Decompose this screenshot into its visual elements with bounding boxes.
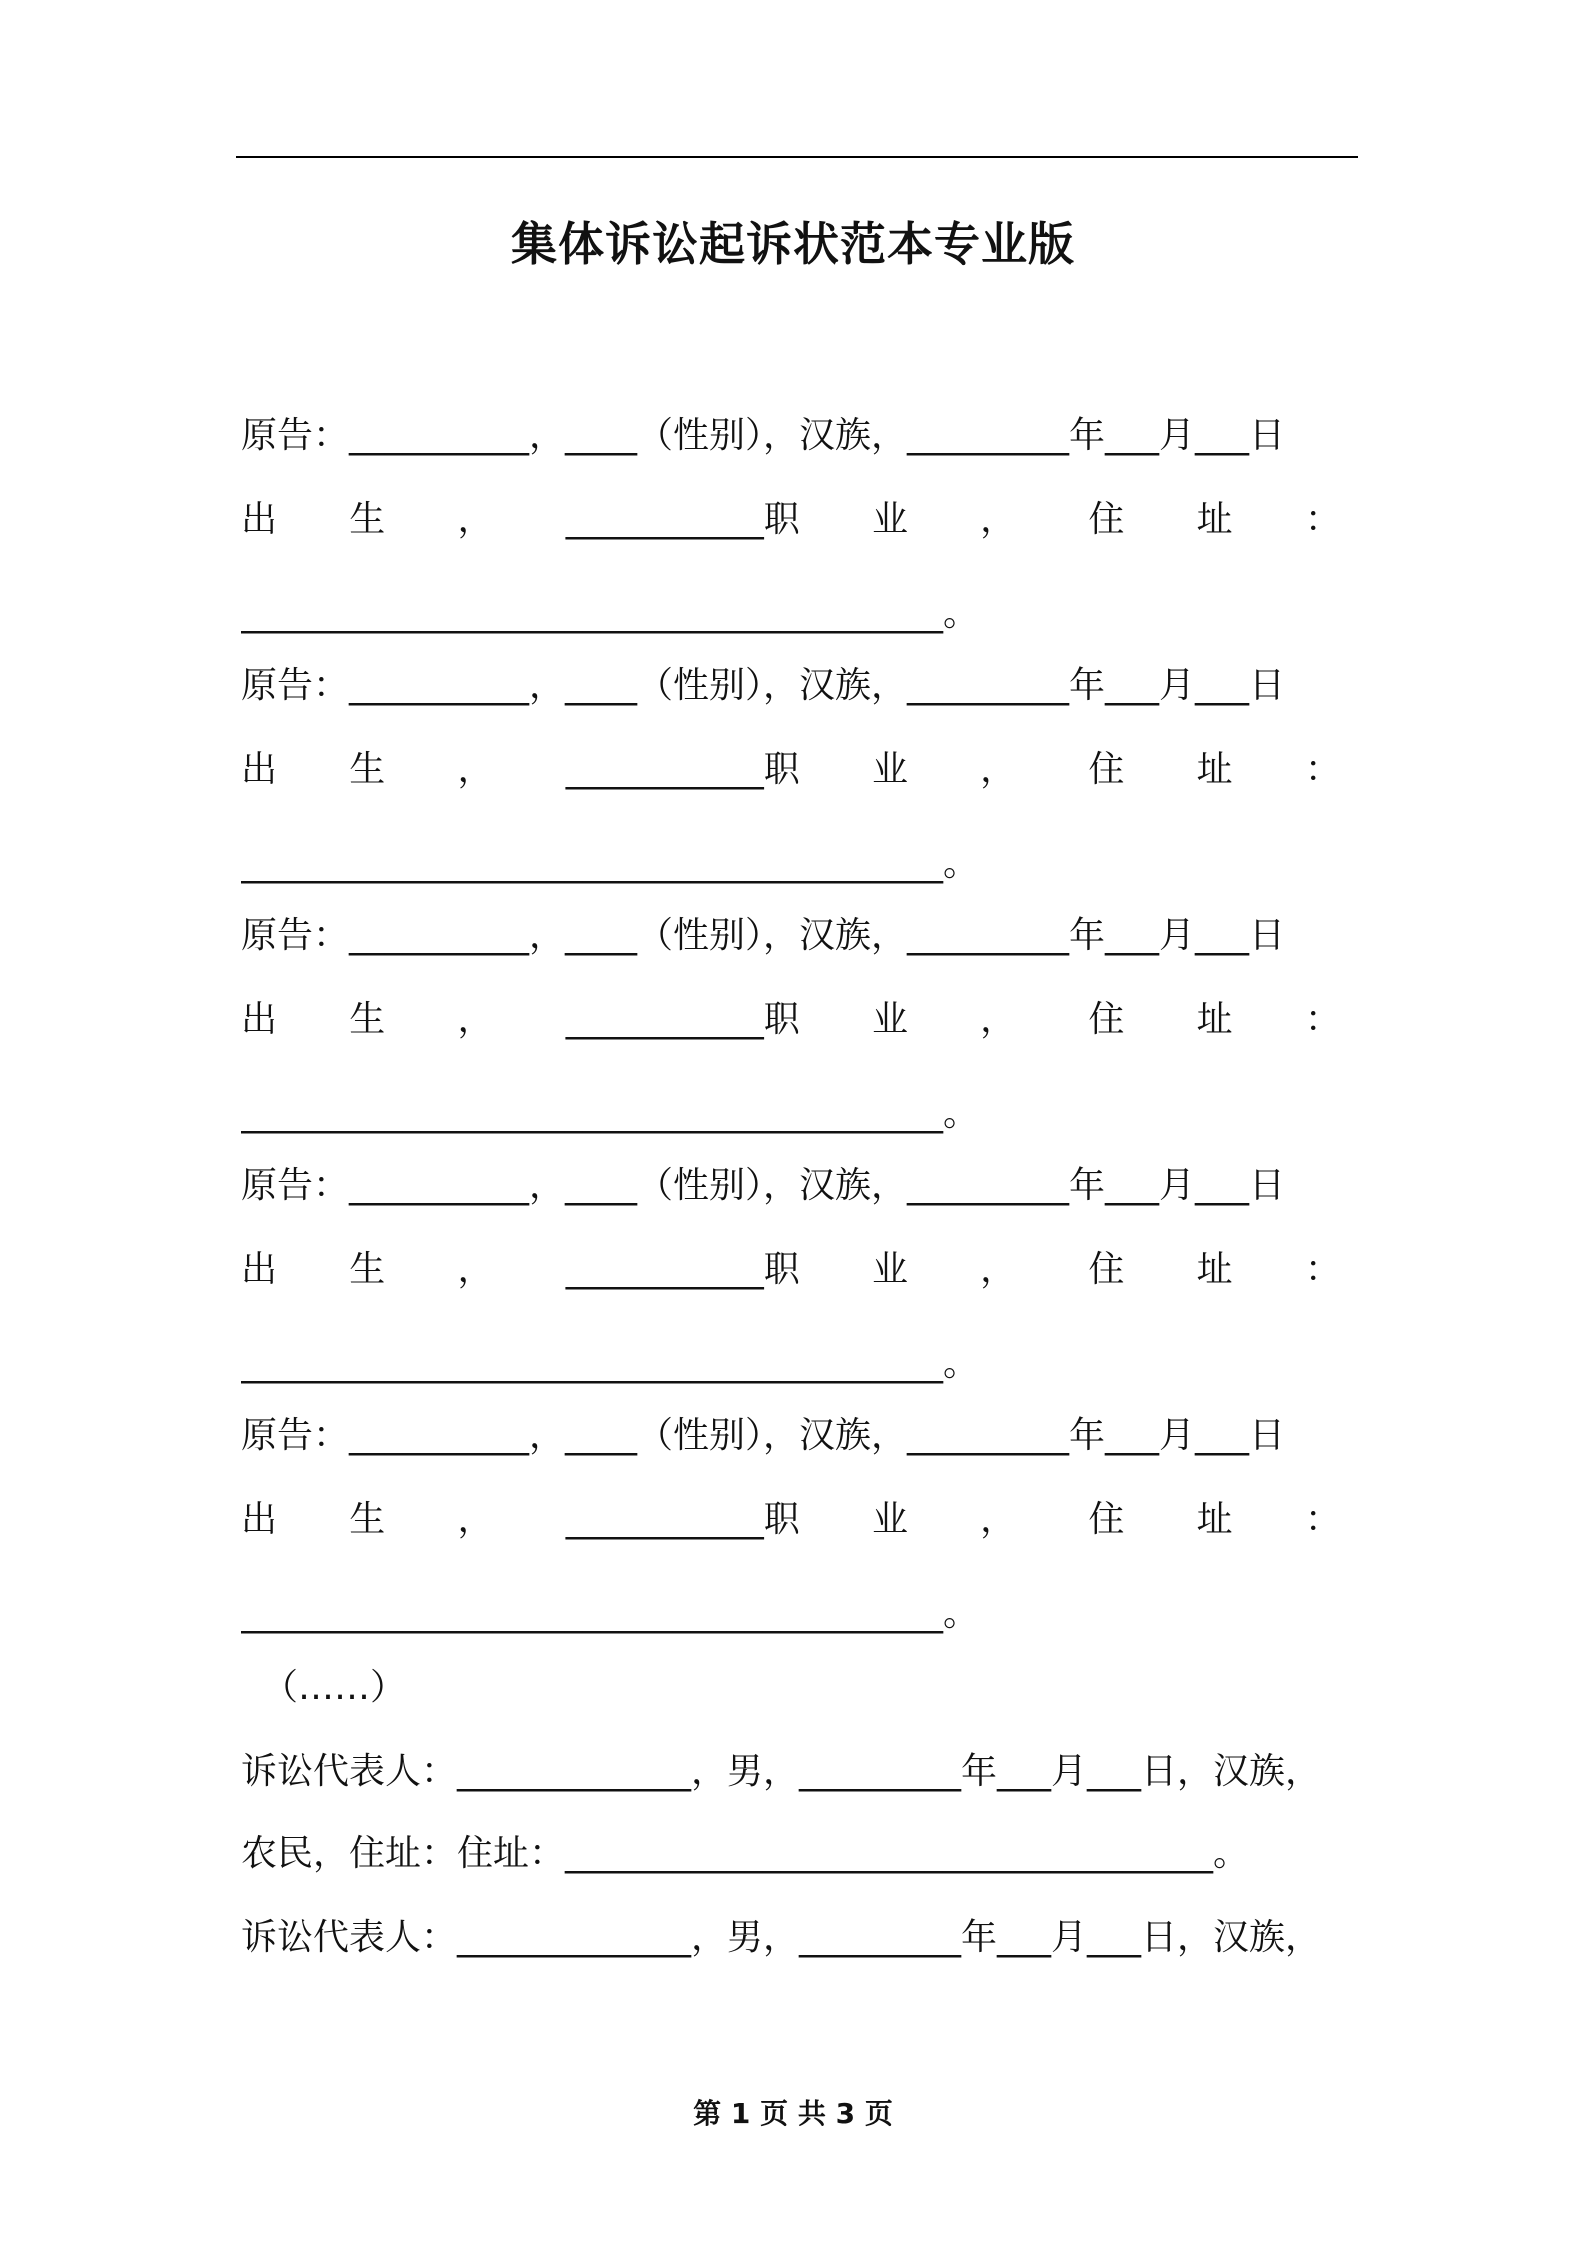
text: 住 xyxy=(1088,749,1125,790)
text: 生 xyxy=(349,999,386,1040)
plaintiff-4-birth-line xyxy=(241,1246,1341,1294)
text: 业 xyxy=(871,1249,908,1290)
representative-2-line: 诉讼代表人：_____________，男，_________年___月___日，汉族， xyxy=(241,1917,1322,1958)
text: 业 xyxy=(871,1499,908,1540)
text: ， xyxy=(457,1499,494,1540)
text: ___________职 xyxy=(565,499,800,540)
text: ， xyxy=(980,749,1017,790)
text: ， xyxy=(457,1249,494,1290)
plaintiff-1-name-line: 原告：__________，____（性别），汉族，_________年___月___日 xyxy=(241,415,1286,456)
text: 出 xyxy=(241,499,278,540)
text: ， xyxy=(457,499,494,540)
plaintiff-3-address-line: _______________________________________。 xyxy=(241,1093,979,1134)
page-number: 第 1 页 共 3 页 xyxy=(693,2097,893,2130)
text: 出 xyxy=(241,999,278,1040)
text: 生 xyxy=(349,749,386,790)
text: 生 xyxy=(349,499,386,540)
plaintiff-5-name-line: 原告：__________，____（性别），汉族，_________年___月___日 xyxy=(241,1415,1286,1456)
plaintiff-1-address-line: _______________________________________。 xyxy=(241,593,979,634)
text: 业 xyxy=(871,499,908,540)
text: ： xyxy=(1304,999,1341,1040)
text: 业 xyxy=(871,749,908,790)
text: ： xyxy=(1304,1249,1341,1290)
text: ___________职 xyxy=(565,1499,800,1540)
text: 住 xyxy=(1088,1499,1125,1540)
text: ： xyxy=(1304,1499,1341,1540)
plaintiff-3-birth-line xyxy=(241,996,1341,1044)
text: ， xyxy=(980,1249,1017,1290)
text: ___________职 xyxy=(565,749,800,790)
text: 址 xyxy=(1196,499,1233,540)
text: 业 xyxy=(871,999,908,1040)
text: ： xyxy=(1304,499,1341,540)
text: ， xyxy=(457,999,494,1040)
text: 址 xyxy=(1196,749,1233,790)
text: 住 xyxy=(1088,999,1125,1040)
ellipsis-line: （……） xyxy=(262,1667,407,1708)
plaintiff-5-address-line: _______________________________________。 xyxy=(241,1593,979,1634)
representative-1-address-line: 农民，住址：住址：____________________________________。 xyxy=(241,1833,1250,1874)
document-title: 集体诉讼起诉状范本专业版 xyxy=(511,217,1075,271)
plaintiff-2-name-line: 原告：__________，____（性别），汉族，_________年___月___日 xyxy=(241,665,1286,706)
text: ： xyxy=(1304,749,1341,790)
plaintiff-3-name-line: 原告：__________，____（性别），汉族，_________年___月___日 xyxy=(241,915,1286,956)
plaintiff-2-address-line: _______________________________________。 xyxy=(241,843,979,884)
text: 址 xyxy=(1196,1249,1233,1290)
representative-1-line: 诉讼代表人：_____________，男，_________年___月___日，汉族， xyxy=(241,1751,1322,1792)
text: ， xyxy=(457,749,494,790)
text: ___________职 xyxy=(565,999,800,1040)
text: 出 xyxy=(241,1249,278,1290)
plaintiff-4-name-line: 原告：__________，____（性别），汉族，_________年___月___日 xyxy=(241,1165,1286,1206)
header-rule xyxy=(236,156,1358,158)
text: 住 xyxy=(1088,1249,1125,1290)
text: 出 xyxy=(241,749,278,790)
text: 址 xyxy=(1196,999,1233,1040)
text: 址 xyxy=(1196,1499,1233,1540)
text: ， xyxy=(980,1499,1017,1540)
text: 出 xyxy=(241,1499,278,1540)
text: 生 xyxy=(349,1249,386,1290)
text: 住 xyxy=(1088,499,1125,540)
plaintiff-2-birth-line xyxy=(241,746,1341,794)
text: ， xyxy=(980,499,1017,540)
plaintiff-1-birth-line xyxy=(241,496,1341,544)
text: ___________职 xyxy=(565,1249,800,1290)
plaintiff-5-birth-line xyxy=(241,1496,1341,1544)
text: ， xyxy=(980,999,1017,1040)
text: 生 xyxy=(349,1499,386,1540)
plaintiff-4-address-line: _______________________________________。 xyxy=(241,1343,979,1384)
